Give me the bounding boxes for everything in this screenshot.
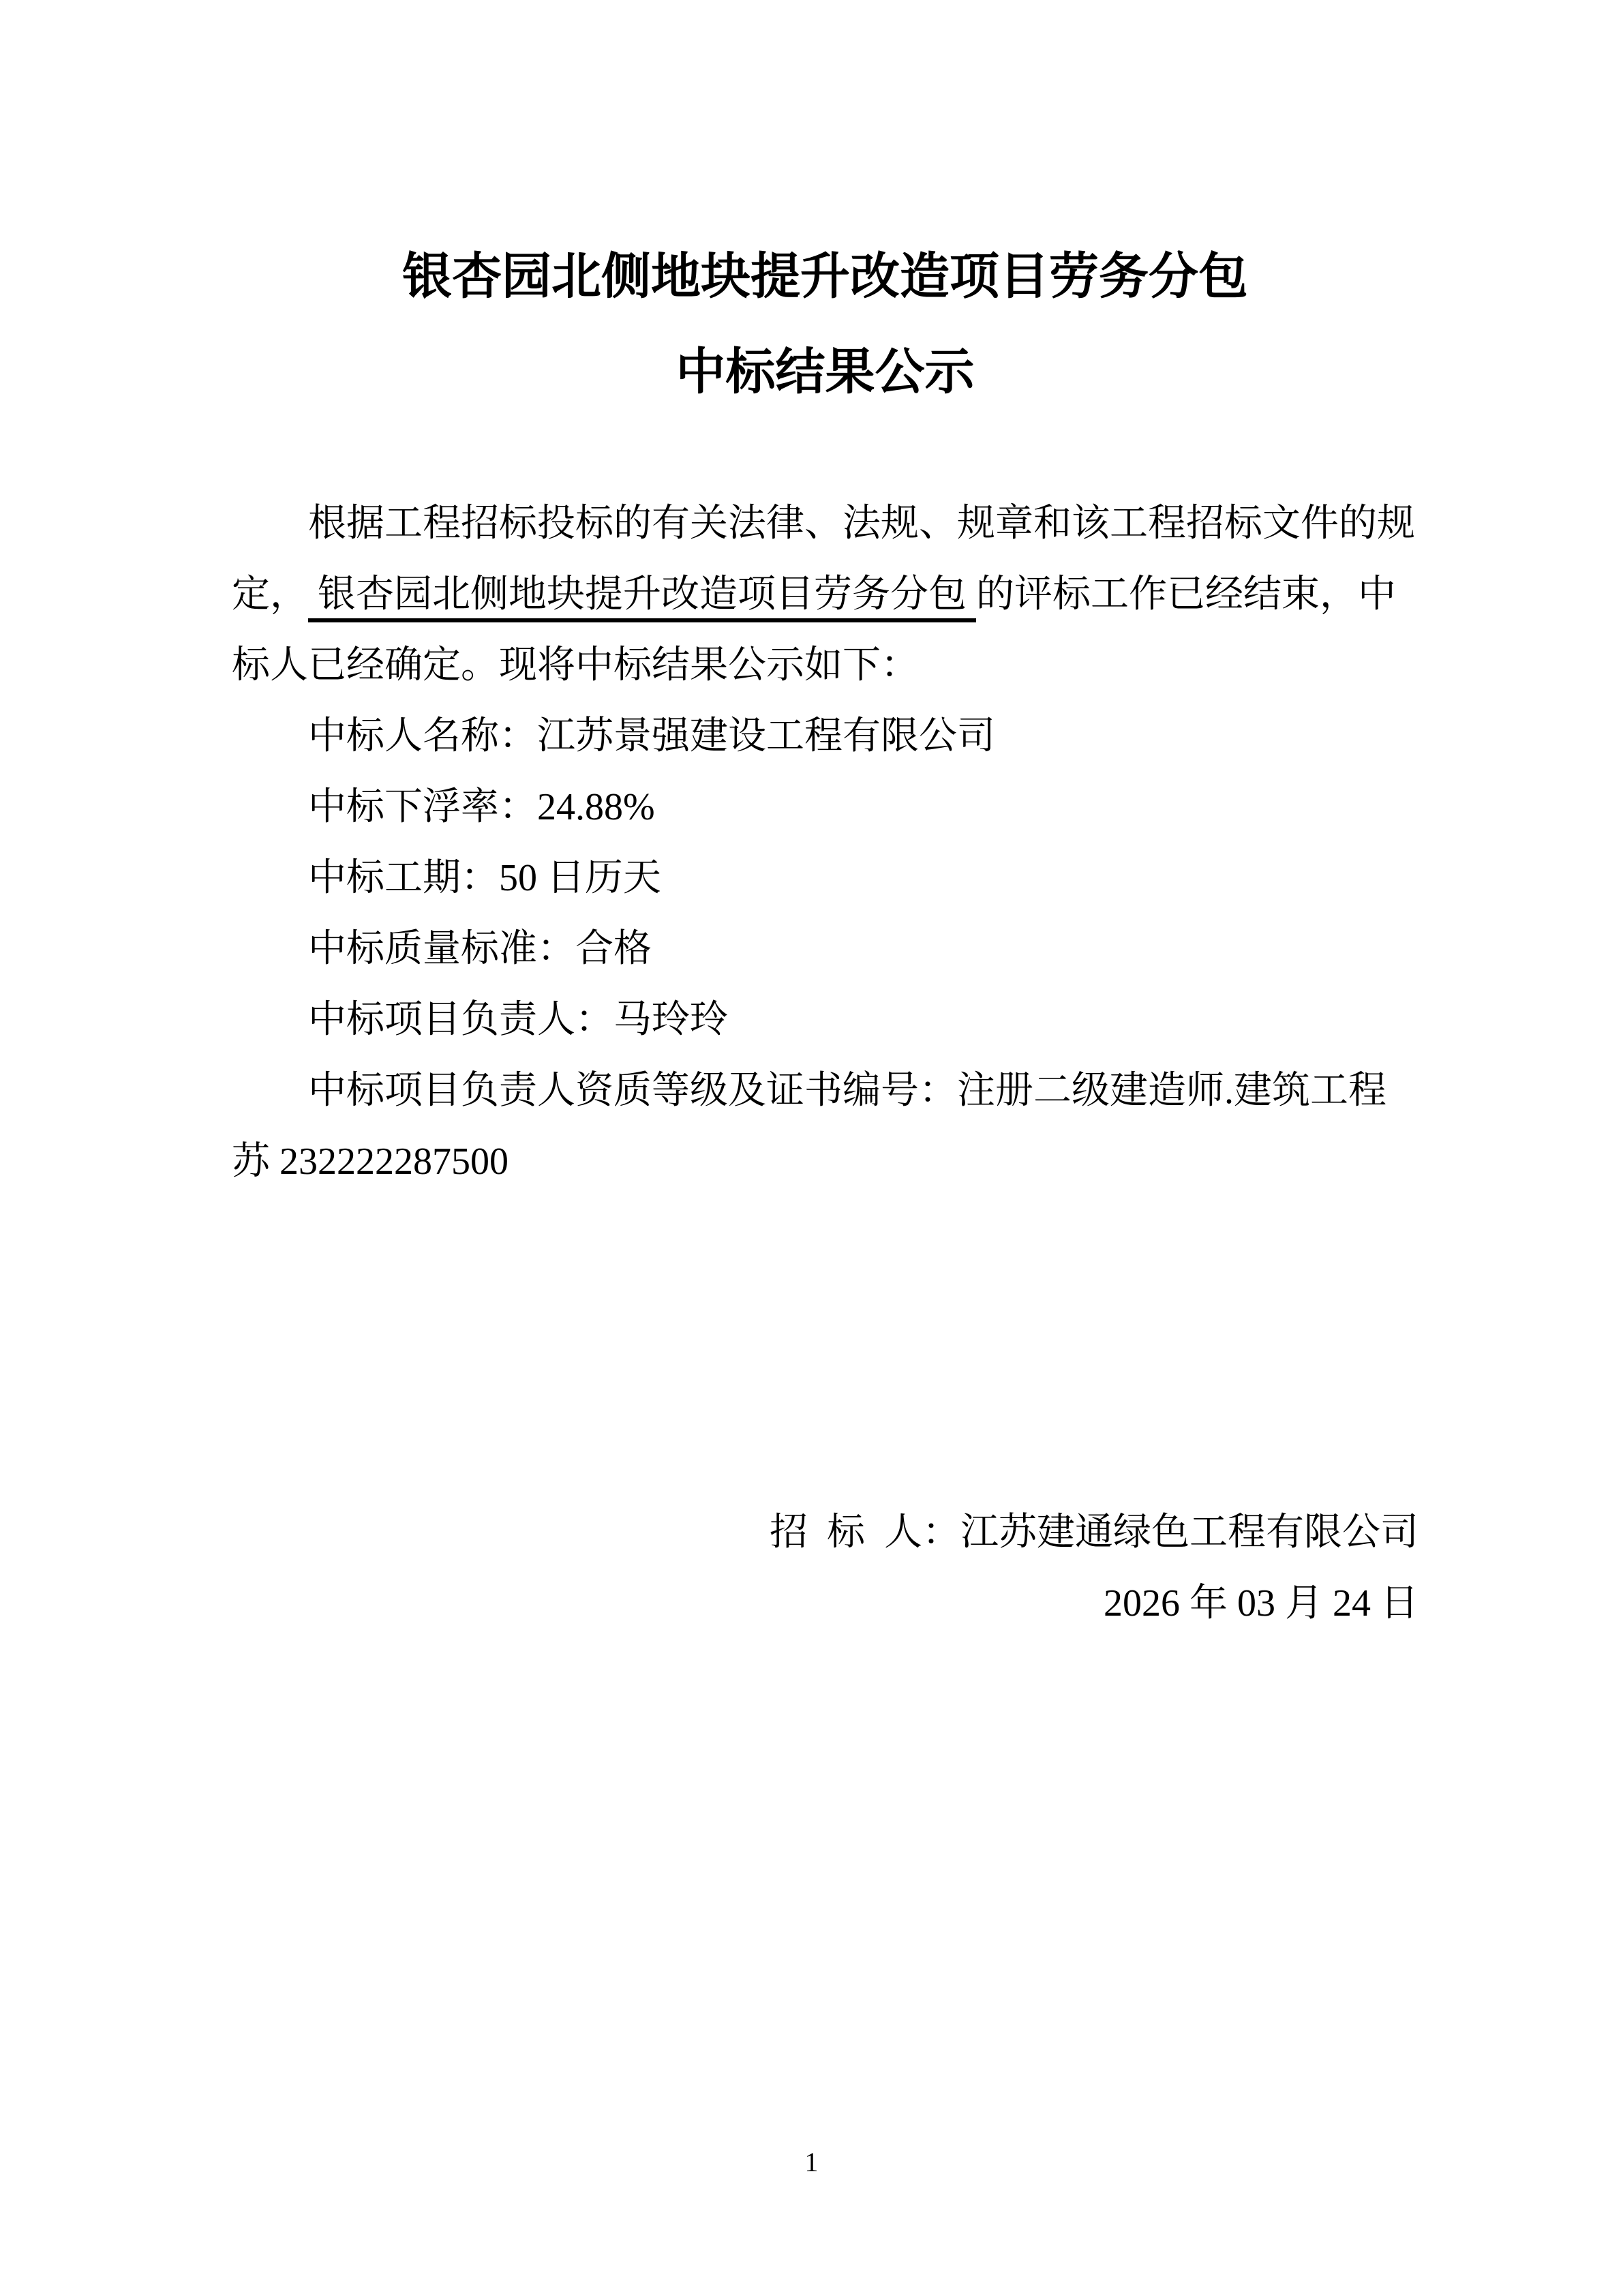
title-line-1: 银杏园北侧地块提升改造项目劳务分包 [402,249,1248,304]
document-title [232,229,1419,420]
detail-discount-rate: 中标下浮率：24.88% [308,786,655,828]
intro-line-2 [232,559,1419,630]
footer-bidder-line: 招 标 人：江苏建通绿色工程有限公司 [770,1511,1419,1554]
detail-duration: 中标工期：50 日历天 [308,857,661,899]
intro-line-2-pre: 定， [232,573,308,616]
intro-line-3: 标人已经确定。现将中标结果公示如下： [232,644,919,686]
detail-certificate-line-1: 中标项目负责人资质等级及证书编号：注册二级建造师.建筑工程 [308,1070,1386,1112]
footer-date-line: 2026 年 03 月 24 日 [1104,1582,1419,1625]
intro-line-1: 根据工程招标投标的有关法律、法规、规章和该工程招标文件的规 [308,502,1415,545]
project-name-underlined: 银杏园北侧地块提升改造项目劳务分包 [308,573,976,622]
intro-line-2-post: 的评标工作已经结束，中 [976,573,1396,616]
detail-winner-name: 中标人名称：江苏景强建设工程有限公司 [308,715,995,757]
detail-certificate-line-2: 苏 232222287500 [232,1141,509,1183]
title-line-2: 中标结果公示 [676,344,975,399]
document-body [232,488,1419,1197]
detail-quality-standard: 中标质量标准：合格 [308,928,652,970]
document-footer [232,1497,1419,1639]
page-number: 1 [804,2147,819,2177]
detail-project-manager: 中标项目负责人：马玲玲 [308,999,728,1041]
